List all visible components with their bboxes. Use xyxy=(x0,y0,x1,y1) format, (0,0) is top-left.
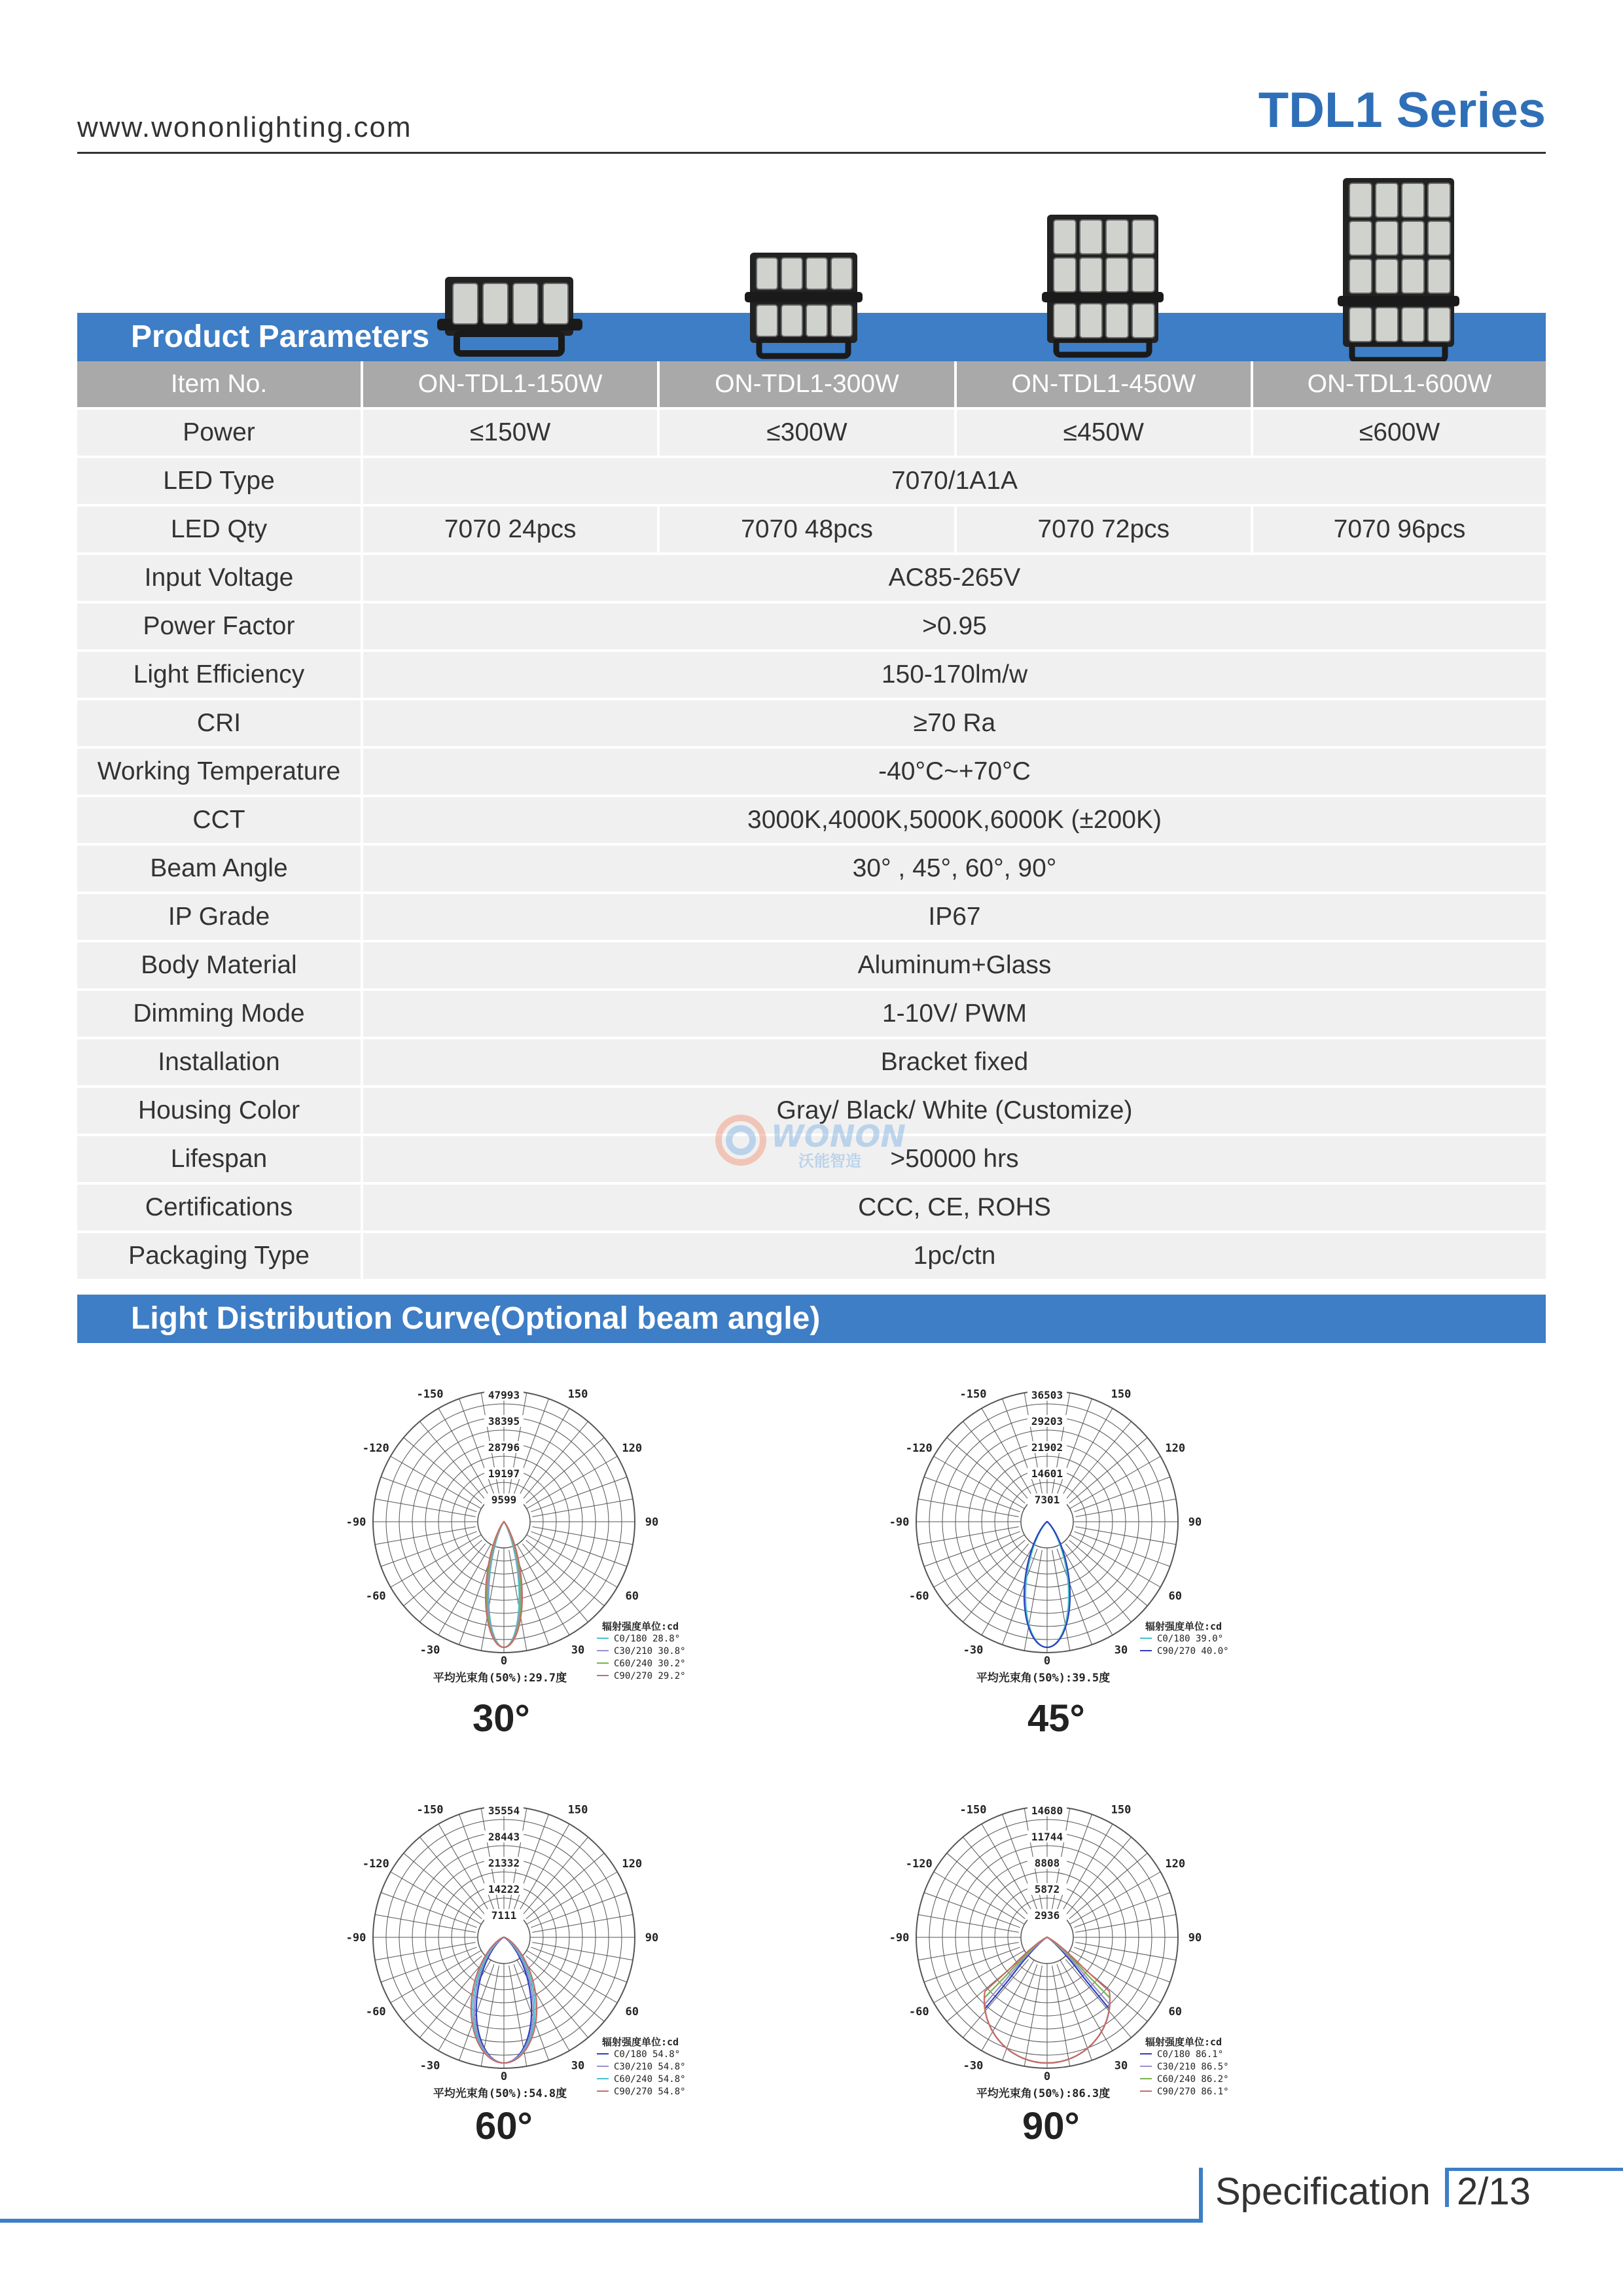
polar-angle-label: 30 xyxy=(571,2059,585,2073)
polar-angle-label: 60 xyxy=(1168,2005,1182,2018)
ring-value: 9599 xyxy=(491,1494,517,1506)
param-label: Packaging Type xyxy=(77,1233,363,1282)
legend-entry: C90/270 86.1° xyxy=(1157,2087,1229,2097)
param-row xyxy=(77,555,1546,603)
param-value: 3000K,4000K,5000K,6000K (±200K) xyxy=(363,797,1546,846)
avg-beam-text: 平均光束角(50%):54.8度 xyxy=(433,2087,567,2100)
param-value: 7070 72pcs xyxy=(957,507,1253,555)
legend-entry: C90/270 40.0° xyxy=(1157,1646,1229,1657)
param-label: CRI xyxy=(77,700,363,749)
model-450w: ON-TDL1-450W xyxy=(957,361,1253,410)
ring-value: 47993 xyxy=(488,1389,520,1401)
polar-spoke xyxy=(918,1527,1019,1545)
param-value: 7070 48pcs xyxy=(660,507,956,555)
polar-spoke xyxy=(1057,1549,1092,1645)
polar-angle-label: -60 xyxy=(365,2005,386,2018)
polar-angle-label: 120 xyxy=(1165,1857,1186,1871)
legend-entry: C60/240 86.2° xyxy=(1157,2074,1229,2085)
polar-angle-label: 30 xyxy=(1114,1643,1128,1657)
polar-angle-label: -90 xyxy=(346,1516,366,1529)
polar-spoke xyxy=(375,1499,476,1516)
polar-angle-label: -30 xyxy=(419,1643,440,1657)
param-row xyxy=(77,700,1546,749)
param-row xyxy=(77,458,1546,507)
param-value: >50000 hrs xyxy=(363,1136,1546,1185)
footer-line xyxy=(0,2219,1201,2223)
polar-angle-label: -120 xyxy=(905,1442,933,1455)
ring-value: 5872 xyxy=(1034,1883,1060,1895)
polar-spoke xyxy=(924,1477,1020,1512)
param-label: Housing Color xyxy=(77,1088,363,1136)
param-label: CCT xyxy=(77,797,363,846)
product-image-150w xyxy=(437,272,582,367)
polar-spoke xyxy=(381,1477,477,1512)
polar-angle-label: -90 xyxy=(889,1516,910,1529)
param-label: IP Grade xyxy=(77,894,363,942)
polar-chart-90 xyxy=(883,1787,1315,2124)
polar-spoke xyxy=(381,1947,477,1982)
polar-angle-label: 150 xyxy=(567,1803,588,1817)
ring-value: 38395 xyxy=(488,1415,520,1427)
polar-angle-label: -150 xyxy=(959,1803,987,1817)
param-label: Installation xyxy=(77,1039,363,1088)
product-parameters-title: Product Parameters xyxy=(131,319,430,354)
polar-spoke xyxy=(924,1532,1020,1566)
polar-angle-label: 150 xyxy=(567,1388,588,1401)
polar-angle-label: -30 xyxy=(963,2059,984,2073)
website-url: www.wononlighting.com xyxy=(77,111,412,143)
param-value: AC85-265V xyxy=(363,555,1546,603)
ring-value: 14222 xyxy=(488,1883,520,1895)
param-label: Power xyxy=(77,410,363,458)
param-value: 150-170lm/w xyxy=(363,652,1546,700)
param-value: ≥70 Ra xyxy=(363,700,1546,749)
param-value: 30° , 45°, 60°, 90° xyxy=(363,846,1546,894)
polar-spoke xyxy=(1057,1964,1092,2060)
watermark-brand: WONON xyxy=(771,1119,906,1154)
polar-spoke xyxy=(1074,1893,1170,1928)
polar-angle-label: -90 xyxy=(346,1931,366,1945)
ring-value: 29203 xyxy=(1031,1415,1063,1427)
param-label: Certifications xyxy=(77,1185,363,1233)
param-value: 7070 96pcs xyxy=(1253,507,1546,555)
polar-angle-label: -30 xyxy=(419,2059,440,2073)
polar-spoke xyxy=(381,1532,477,1566)
light-distribution-title: Light Distribution Curve(Optional beam angle) xyxy=(131,1301,821,1336)
ring-value: 7301 xyxy=(1034,1494,1060,1506)
param-label: LED Type xyxy=(77,458,363,507)
legend-entry: C30/210 54.8° xyxy=(614,2062,686,2072)
legend-title: 辐射强度单位:cd xyxy=(1145,1621,1222,1632)
param-value: ≤600W xyxy=(1253,410,1546,458)
polar-spoke xyxy=(375,1914,476,1932)
polar-spoke xyxy=(918,1914,1019,1932)
ring-value: 2936 xyxy=(1034,1909,1060,1922)
param-value: Gray/ Black/ White (Customize) xyxy=(363,1088,1546,1136)
param-row xyxy=(77,797,1546,846)
param-row xyxy=(77,507,1546,555)
legend-entry: C30/210 30.8° xyxy=(614,1646,686,1657)
avg-beam-text: 平均光束角(50%):29.7度 xyxy=(433,1672,567,1685)
param-value: ≤150W xyxy=(363,410,660,458)
legend-entry: C0/180 39.0° xyxy=(1157,1634,1224,1644)
product-image-600w xyxy=(1338,175,1459,368)
ring-value: 11744 xyxy=(1031,1831,1063,1843)
polar-angle-label: -150 xyxy=(959,1388,987,1401)
polar-angle-label: 60 xyxy=(625,1590,639,1603)
ring-value: 36503 xyxy=(1031,1389,1063,1401)
polar-angle-label: 0 xyxy=(500,2070,508,2083)
polar-angle-label: -30 xyxy=(963,1643,984,1657)
param-label: Working Temperature xyxy=(77,749,363,797)
polar-chart-60 xyxy=(340,1787,772,2124)
param-label: LED Qty xyxy=(77,507,363,555)
avg-beam-text: 平均光束角(50%):39.5度 xyxy=(976,1672,1111,1685)
param-label: Lifespan xyxy=(77,1136,363,1185)
polar-spoke xyxy=(531,1893,627,1928)
ring-value: 8808 xyxy=(1034,1857,1060,1869)
beam-label-30: 30° xyxy=(473,1697,530,1740)
polar-spoke xyxy=(1052,1965,1070,2066)
polar-angle-label: -120 xyxy=(362,1442,389,1455)
polar-spoke xyxy=(531,1477,627,1512)
legend-entry: C0/180 28.8° xyxy=(614,1634,681,1644)
polar-angle-label: 120 xyxy=(622,1857,643,1871)
param-row xyxy=(77,410,1546,458)
polar-angle-label: 60 xyxy=(1168,1590,1182,1603)
polar-angle-label: -60 xyxy=(908,2005,929,2018)
polar-angle-label: 120 xyxy=(622,1442,643,1455)
polar-spoke xyxy=(1074,1532,1170,1566)
param-row xyxy=(77,749,1546,797)
param-value: -40°C~+70°C xyxy=(363,749,1546,797)
param-value: 7070 24pcs xyxy=(363,507,660,555)
model-600w: ON-TDL1-600W xyxy=(1253,361,1546,410)
ring-value: 14601 xyxy=(1031,1467,1063,1480)
polar-angle-label: 30 xyxy=(1114,2059,1128,2073)
beam-label-60: 60° xyxy=(475,2105,533,2147)
polar-angle-label: 0 xyxy=(1043,2070,1051,2083)
product-image-300w xyxy=(745,249,863,363)
param-row xyxy=(77,1185,1546,1233)
polar-spoke xyxy=(1075,1943,1176,1960)
param-value: Aluminum+Glass xyxy=(363,942,1546,991)
footer-separator xyxy=(1199,2168,1203,2223)
param-label: Dimming Mode xyxy=(77,991,363,1039)
param-value: Bracket fixed xyxy=(363,1039,1546,1088)
avg-beam-text: 平均光束角(50%):86.3度 xyxy=(976,2087,1111,2100)
polar-angle-label: 120 xyxy=(1165,1442,1186,1455)
param-label: Input Voltage xyxy=(77,555,363,603)
polar-angle-label: 0 xyxy=(500,1655,508,1668)
polar-angle-label: 90 xyxy=(1188,1931,1202,1945)
polar-chart-45 xyxy=(883,1371,1315,1708)
polar-spoke xyxy=(1024,1965,1042,2066)
polar-spoke xyxy=(918,1943,1019,1960)
polar-spoke xyxy=(381,1893,477,1928)
page-number: 2/13 xyxy=(1457,2170,1531,2213)
param-row xyxy=(77,603,1546,652)
param-row xyxy=(77,1039,1546,1088)
legend-entry: C60/240 30.2° xyxy=(614,1659,686,1669)
param-row xyxy=(77,894,1546,942)
polar-angle-label: 60 xyxy=(625,2005,639,2018)
polar-spoke xyxy=(375,1527,476,1545)
polar-angle-label: -120 xyxy=(362,1857,389,1871)
polar-angle-label: 30 xyxy=(571,1643,585,1657)
param-row xyxy=(77,991,1546,1039)
light-distribution-bar xyxy=(77,1295,1546,1343)
legend-entry: C30/210 86.5° xyxy=(1157,2062,1229,2072)
polar-angle-label: -60 xyxy=(365,1590,386,1603)
polar-spoke xyxy=(1075,1499,1176,1516)
header-divider xyxy=(77,152,1546,154)
polar-spoke xyxy=(532,1499,633,1516)
param-value: 1pc/ctn xyxy=(363,1233,1546,1282)
polar-spoke xyxy=(924,1893,1020,1928)
polar-angle-label: 150 xyxy=(1111,1388,1132,1401)
item-no-label: Item No. xyxy=(77,361,363,410)
polar-angle-label: -150 xyxy=(416,1388,444,1401)
legend-entry: C0/180 54.8° xyxy=(614,2049,681,2060)
product-image-450w xyxy=(1042,211,1164,362)
param-value: IP67 xyxy=(363,894,1546,942)
polar-spoke xyxy=(1075,1914,1176,1932)
ring-value: 14680 xyxy=(1031,1804,1063,1817)
param-label: Light Efficiency xyxy=(77,652,363,700)
watermark-logo xyxy=(715,1113,931,1172)
legend-entry: C90/270 29.2° xyxy=(614,1671,686,1681)
polar-spoke xyxy=(918,1499,1019,1516)
legend-title: 辐射强度单位:cd xyxy=(602,1621,679,1632)
ring-value: 7111 xyxy=(491,1909,517,1922)
polar-spoke xyxy=(532,1943,633,1960)
polar-angle-label: -150 xyxy=(416,1803,444,1817)
polar-spoke xyxy=(1003,1964,1037,2060)
ring-value: 21902 xyxy=(1031,1441,1063,1454)
polar-spoke xyxy=(532,1914,633,1932)
param-label: Beam Angle xyxy=(77,846,363,894)
watermark-sub: 沃能智造 xyxy=(798,1152,861,1170)
series-title: TDL1 Series xyxy=(1258,82,1546,138)
polar-spoke xyxy=(1003,1549,1037,1645)
legend-entry: C90/270 54.8° xyxy=(614,2087,686,2097)
param-row xyxy=(77,942,1546,991)
legend-title: 辐射强度单位:cd xyxy=(1145,2036,1222,2048)
model-150w: ON-TDL1-150W xyxy=(363,361,660,410)
footer-specification: Specification xyxy=(1215,2170,1431,2213)
param-value: >0.95 xyxy=(363,603,1546,652)
polar-angle-label: 90 xyxy=(1188,1516,1202,1529)
polar-angle-label: 0 xyxy=(1043,1655,1051,1668)
param-value: CCC, CE, ROHS xyxy=(363,1185,1546,1233)
polar-spoke xyxy=(1075,1527,1176,1545)
legend-entry: C60/240 54.8° xyxy=(614,2074,686,2085)
param-label: Body Material xyxy=(77,942,363,991)
ring-value: 21332 xyxy=(488,1857,520,1869)
polar-spoke xyxy=(532,1527,633,1545)
param-row xyxy=(77,846,1546,894)
param-row xyxy=(77,652,1546,700)
model-300w: ON-TDL1-300W xyxy=(660,361,956,410)
polar-angle-label: 150 xyxy=(1111,1803,1132,1817)
polar-angle-label: 90 xyxy=(645,1516,659,1529)
param-value: 7070/1A1A xyxy=(363,458,1546,507)
ring-value: 28796 xyxy=(488,1441,520,1454)
param-label: Power Factor xyxy=(77,603,363,652)
polar-angle-label: 90 xyxy=(645,1931,659,1945)
polar-chart-30 xyxy=(340,1371,772,1708)
footer-page-separator xyxy=(1445,2168,1449,2207)
polar-spoke xyxy=(375,1943,476,1960)
polar-angle-label: -120 xyxy=(905,1857,933,1871)
beam-label-90: 90° xyxy=(1022,2105,1080,2147)
beam-label-45: 45° xyxy=(1027,1697,1085,1740)
polar-spoke xyxy=(1074,1477,1170,1512)
polar-angle-label: -60 xyxy=(908,1590,929,1603)
polar-angle-label: -90 xyxy=(889,1931,910,1945)
legend-entry: C0/180 86.1° xyxy=(1157,2049,1224,2060)
legend-title: 辐射强度单位:cd xyxy=(602,2036,679,2048)
param-value: ≤450W xyxy=(957,410,1253,458)
param-value: ≤300W xyxy=(660,410,956,458)
param-value: 1-10V/ PWM xyxy=(363,991,1546,1039)
param-row xyxy=(77,1233,1546,1282)
polar-spoke xyxy=(531,1532,627,1566)
ring-value: 35554 xyxy=(488,1804,520,1817)
ring-value: 19197 xyxy=(488,1467,520,1480)
table-header-row xyxy=(77,361,1546,410)
polar-spoke xyxy=(531,1947,627,1982)
ring-value: 28443 xyxy=(488,1831,520,1843)
